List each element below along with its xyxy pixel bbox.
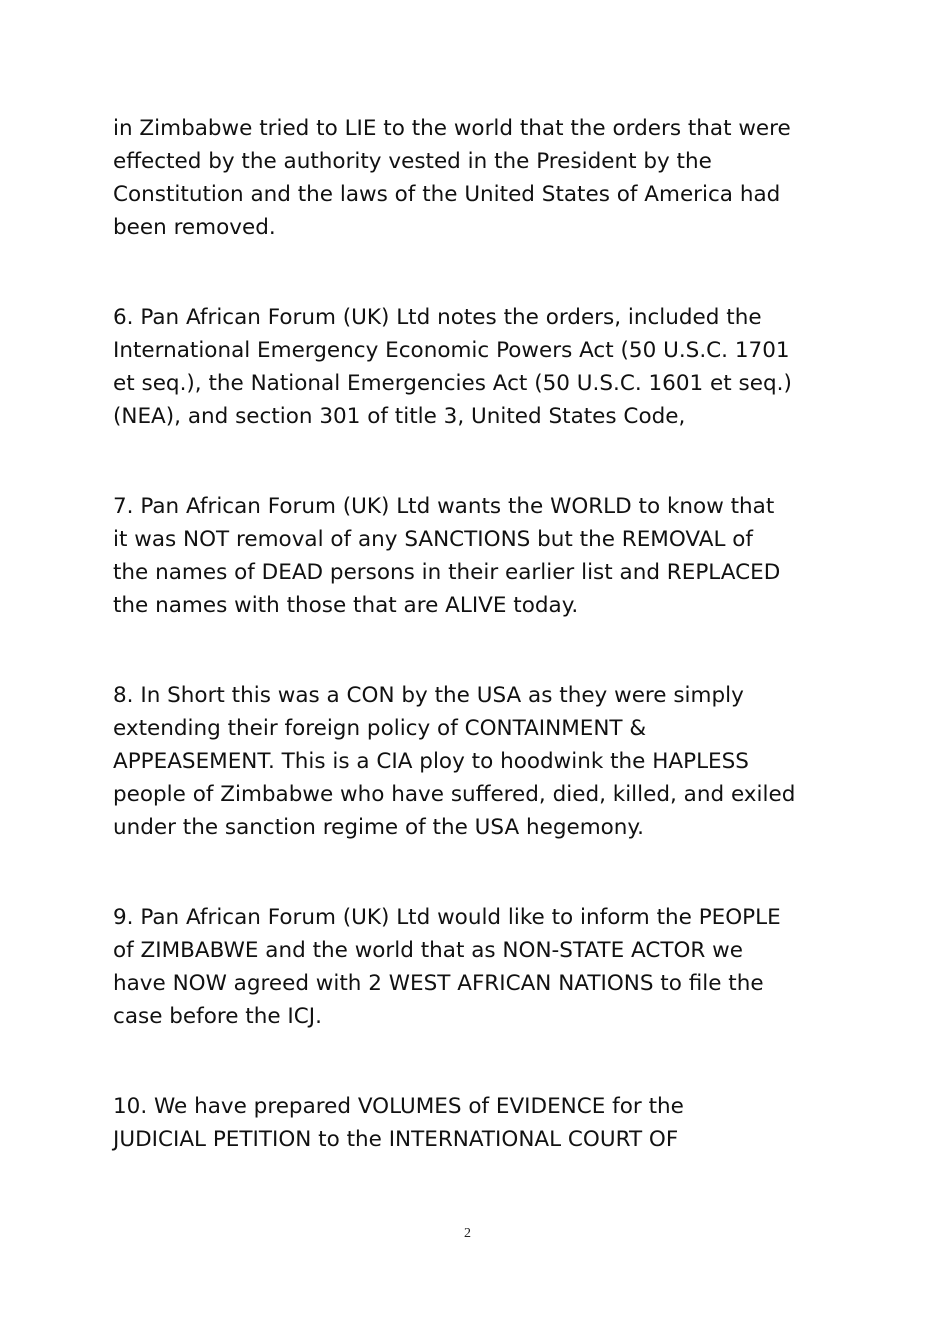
paragraph-7 [113, 490, 848, 622]
paragraph-9 [113, 901, 848, 1033]
text-line: extending their foreign policy of CONTAINMENT & [113, 716, 647, 741]
text-line: have NOW agreed with 2 WEST AFRICAN NATIONS to file the [113, 971, 764, 996]
text-line: 8. In Short this was a CON by the USA as they were simply [113, 683, 744, 708]
text-line: JUDICIAL PETITION to the INTERNATIONAL COURT OF [113, 1127, 679, 1152]
text-line: effected by the authority vested in the President by the [113, 149, 712, 174]
text-line: the names of DEAD persons in their earlier list and REPLACED [113, 560, 781, 585]
text-line: of ZIMBABWE and the world that as NON-STATE ACTOR we [113, 938, 743, 963]
text-line: case before the ICJ. [113, 1004, 322, 1029]
text-line: 10. We have prepared VOLUMES of EVIDENCE for the [113, 1094, 684, 1119]
text-line: 7. Pan African Forum (UK) Ltd wants the WORLD to know that [113, 494, 775, 519]
text-line: 6. Pan African Forum (UK) Ltd notes the orders, included the [113, 305, 762, 330]
text-line: people of Zimbabwe who have suffered, died, killed, and exiled [113, 782, 796, 807]
paragraph-6 [113, 301, 848, 433]
text-line: been removed. [113, 215, 276, 240]
text-line: in Zimbabwe tried to LIE to the world that the orders that were [113, 116, 791, 141]
page-number: 2 [464, 1226, 471, 1241]
text-line: APPEASEMENT. This is a CIA ploy to hoodwink the HAPLESS [113, 749, 749, 774]
text-line: the names with those that are ALIVE today. [113, 593, 579, 618]
document-body [113, 112, 848, 1156]
text-line: under the sanction regime of the USA hegemony. [113, 815, 644, 840]
text-line: (NEA), and section 301 of title 3, United States Code, [113, 404, 686, 429]
paragraph-continuation [113, 112, 848, 244]
text-line: Constitution and the laws of the United States of America had [113, 182, 781, 207]
text-line: International Emergency Economic Powers Act (50 U.S.C. 1701 [113, 338, 790, 363]
paragraph-10 [113, 1090, 848, 1156]
text-line: it was NOT removal of any SANCTIONS but the REMOVAL of [113, 527, 753, 552]
paragraph-8 [113, 679, 848, 844]
text-line: 9. Pan African Forum (UK) Ltd would like to inform the PEOPLE [113, 905, 781, 930]
text-line: et seq.), the National Emergencies Act (50 U.S.C. 1601 et seq.) [113, 371, 792, 396]
